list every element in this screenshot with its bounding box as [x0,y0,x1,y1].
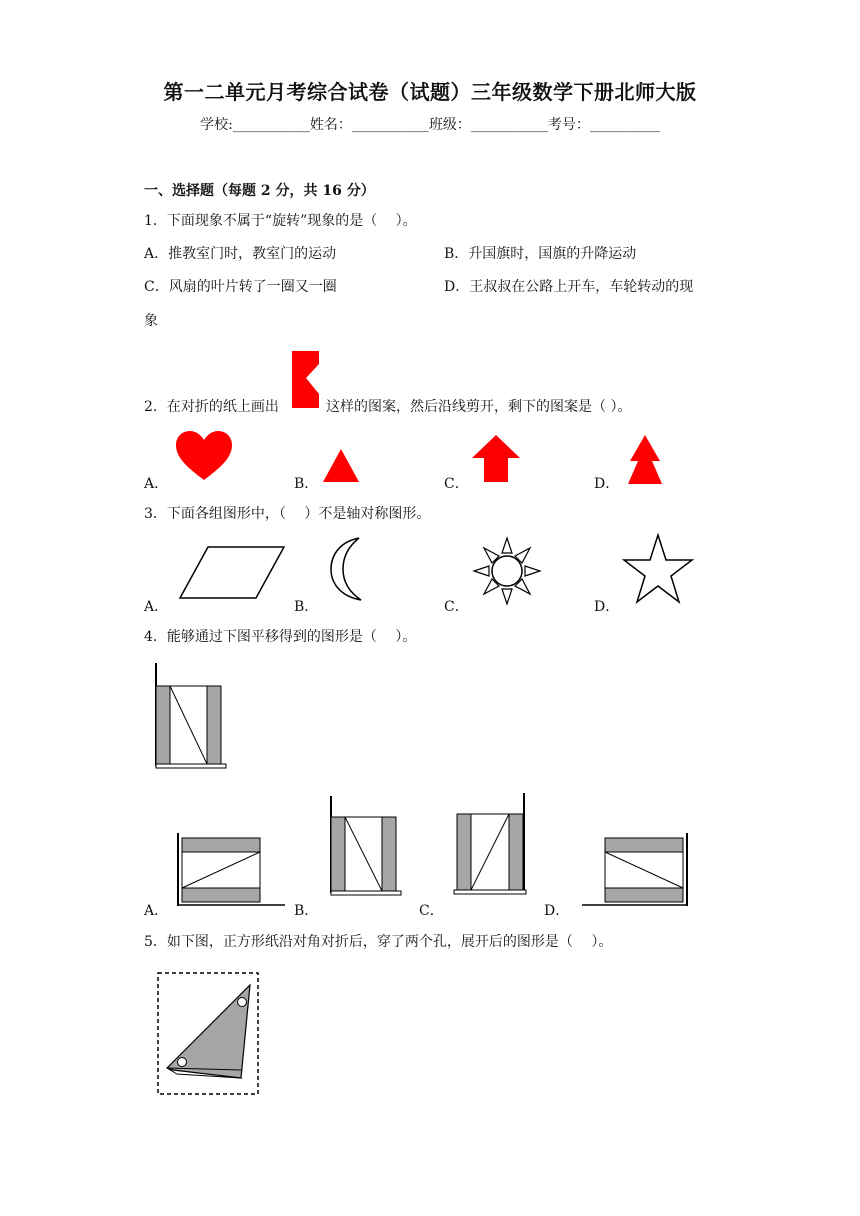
q3-option-a-parallelogram[interactable] [178,546,286,600]
q2-option-c-arrow[interactable] [470,434,522,484]
q3-stem: 3．下面各组图形中，（ ）不是轴对称图形。 [144,506,431,522]
section-heading: 一、选择题（每题 2 分，共 16 分） [144,183,375,199]
q4-option-a-figure[interactable] [175,830,287,910]
q1-option-a[interactable]: A．推教室门时，教室门的运动 [144,246,337,262]
q1-option-d[interactable]: D．王叔叔在公路上开车，车轮转动的现 [444,279,694,295]
q2-option-a-heart[interactable] [174,430,234,482]
student-info-line: 学校:___________姓名：___________班级：___________考号：__________ [200,117,660,133]
q3-label-c[interactable]: C． [444,599,469,615]
q4-original-figure [153,662,229,772]
q2-option-d-double-triangle[interactable] [626,434,664,486]
q4-option-b-figure[interactable] [328,795,404,899]
q1-option-d-continued: 象 [144,313,158,329]
q3-label-b[interactable]: B． [294,599,319,615]
q1-option-b[interactable]: B．升国旗时，国旗的升降运动 [444,246,637,262]
q4-label-b[interactable]: B． [294,903,319,919]
q4-label-d[interactable]: D． [544,903,570,919]
q4-option-d-figure[interactable] [580,830,692,910]
q4-label-a[interactable]: A． [144,903,169,919]
q2-option-b-triangle[interactable] [321,448,361,484]
q4-option-c-figure[interactable] [451,792,529,898]
q2-label-a[interactable]: A． [144,476,169,492]
q2-half-pattern-figure [289,350,323,412]
q3-option-d-star[interactable] [622,533,694,605]
q2-stem-end: 这样的图案，然后沿线剪开，剩下的图案是（ ）。 [326,399,632,415]
page-title: 第一二单元月考综合试卷（试题）三年级数学下册北师大版 [163,80,697,104]
q5-stem: 5．如下图，正方形纸沿对角对折后，穿了两个孔，展开后的图形是（ ）。 [144,934,613,950]
q2-label-d[interactable]: D． [594,476,620,492]
q3-label-a[interactable]: A． [144,599,169,615]
q2-label-b[interactable]: B． [294,476,319,492]
q1-option-c[interactable]: C．风扇的叶片转了一圈又一圈 [144,279,337,295]
q2-label-c[interactable]: C． [444,476,469,492]
q3-label-d[interactable]: D． [594,599,620,615]
q4-label-c[interactable]: C． [419,903,444,919]
q5-folded-square-figure [155,970,263,1098]
q3-option-b-crescent-moon[interactable] [329,536,365,602]
q2-stem-start: 2．在对折的纸上画出 [144,399,279,415]
q3-option-c-sun[interactable] [472,536,542,606]
q4-stem: 4．能够通过下图平移得到的图形是（ ）。 [144,629,417,645]
q1-stem: 1．下面现象不属于“旋转”现象的是（ ）。 [144,213,417,229]
